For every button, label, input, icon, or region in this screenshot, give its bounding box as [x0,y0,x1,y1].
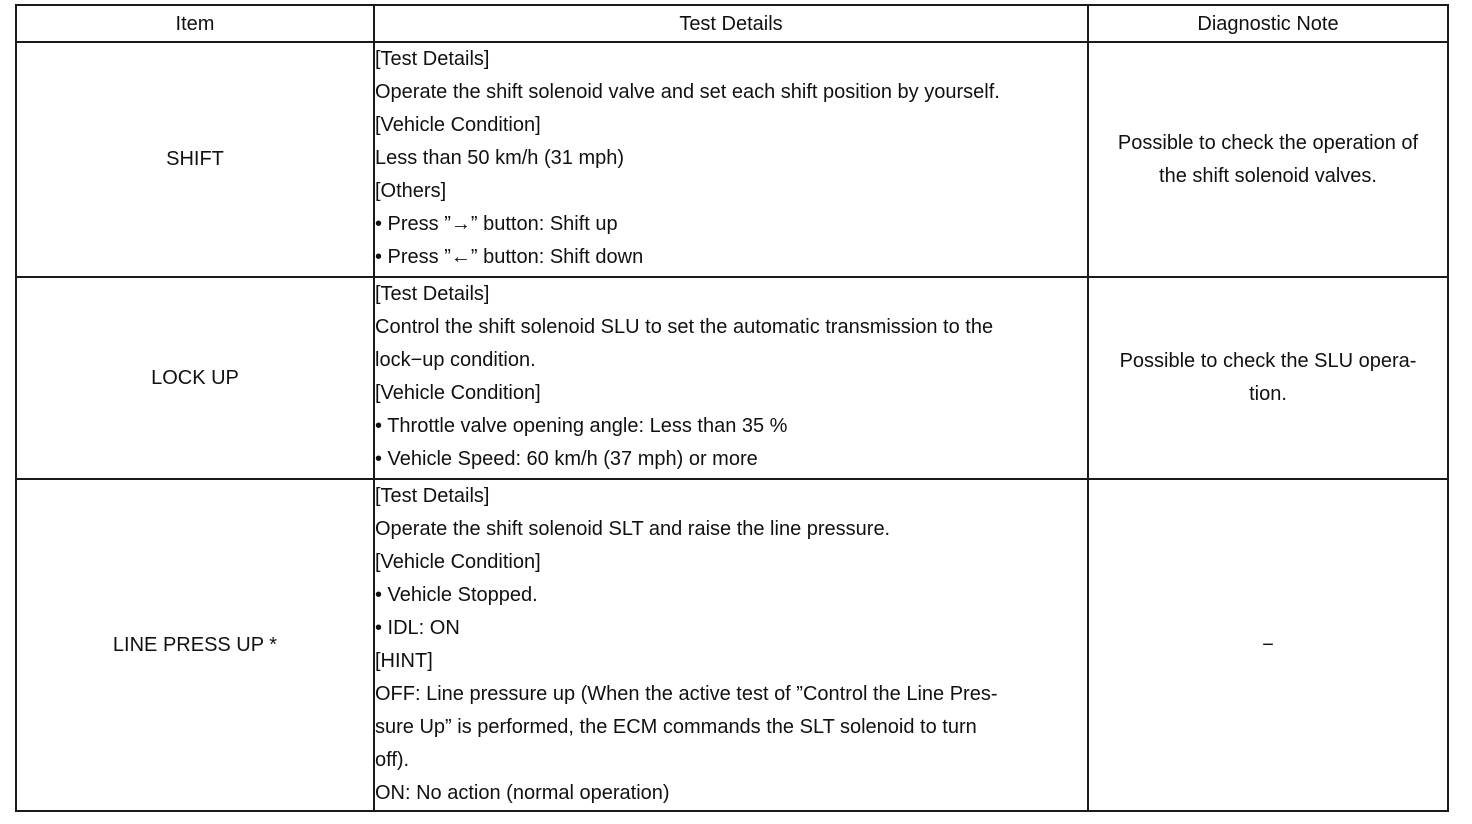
details-line: • IDL: ON [375,617,460,639]
details-line: • Press ”←” button: Shift down [375,246,644,268]
details-line: [Test Details] [375,485,490,507]
item-cell: LOCK UP [16,277,374,479]
table-row [16,42,1448,277]
note-line: − [1262,633,1274,656]
details-line: Less than 50 km/h (31 mph) [375,147,625,169]
note-cell [1088,479,1448,811]
header-diagnostic-note: Diagnostic Note [1088,5,1448,42]
details-line: lock−up condition. [375,349,536,371]
details-line: • Throttle valve opening angle: Less than 35 % [375,415,788,437]
details-line: • Vehicle Speed: 60 km/h (37 mph) or more [375,448,758,470]
details-line: [Vehicle Condition] [375,551,541,573]
note-line: the shift solenoid valves. [1159,164,1377,187]
details-line: [HINT] [375,650,433,672]
details-line: off). [375,749,410,771]
details-line: OFF: Line pressure up (When the active test of ”Control the Line Pres- [375,683,998,705]
details-cell [374,277,1088,479]
note-line: Possible to check the operation of [1117,131,1419,154]
header-row [16,5,1448,42]
details-line: sure Up” is performed, the ECM commands the SLT solenoid to turn [375,716,977,738]
header-test-details: Test Details [374,5,1088,42]
note-cell [1088,42,1448,277]
details-line: • Vehicle Stopped. [375,584,538,606]
details-cell [374,42,1088,277]
details-cell [374,479,1088,811]
details-line: Control the shift solenoid SLU to set the automatic transmission to the [375,316,994,338]
item-cell: LINE PRESS UP * [16,479,374,811]
details-line: Operate the shift solenoid SLT and raise the line pressure. [375,518,891,540]
item-cell: SHIFT [16,42,374,277]
header-item: Item [16,5,374,42]
details-line: [Vehicle Condition] [375,114,541,136]
details-line: [Test Details] [375,48,490,70]
note-cell [1088,277,1448,479]
active-test-table [15,4,1449,812]
details-line: Operate the shift solenoid valve and set each shift position by yourself. [375,81,1000,103]
details-line: ON: No action (normal operation) [375,782,670,804]
note-line: Possible to check the SLU opera- [1119,350,1417,372]
table-row [16,479,1448,811]
note-line: tion. [1249,383,1287,405]
details-line: [Test Details] [375,283,490,305]
table-row [16,277,1448,479]
details-line: [Others] [375,180,447,202]
details-line: • Press ”→” button: Shift up [375,213,618,235]
details-line: [Vehicle Condition] [375,382,541,404]
